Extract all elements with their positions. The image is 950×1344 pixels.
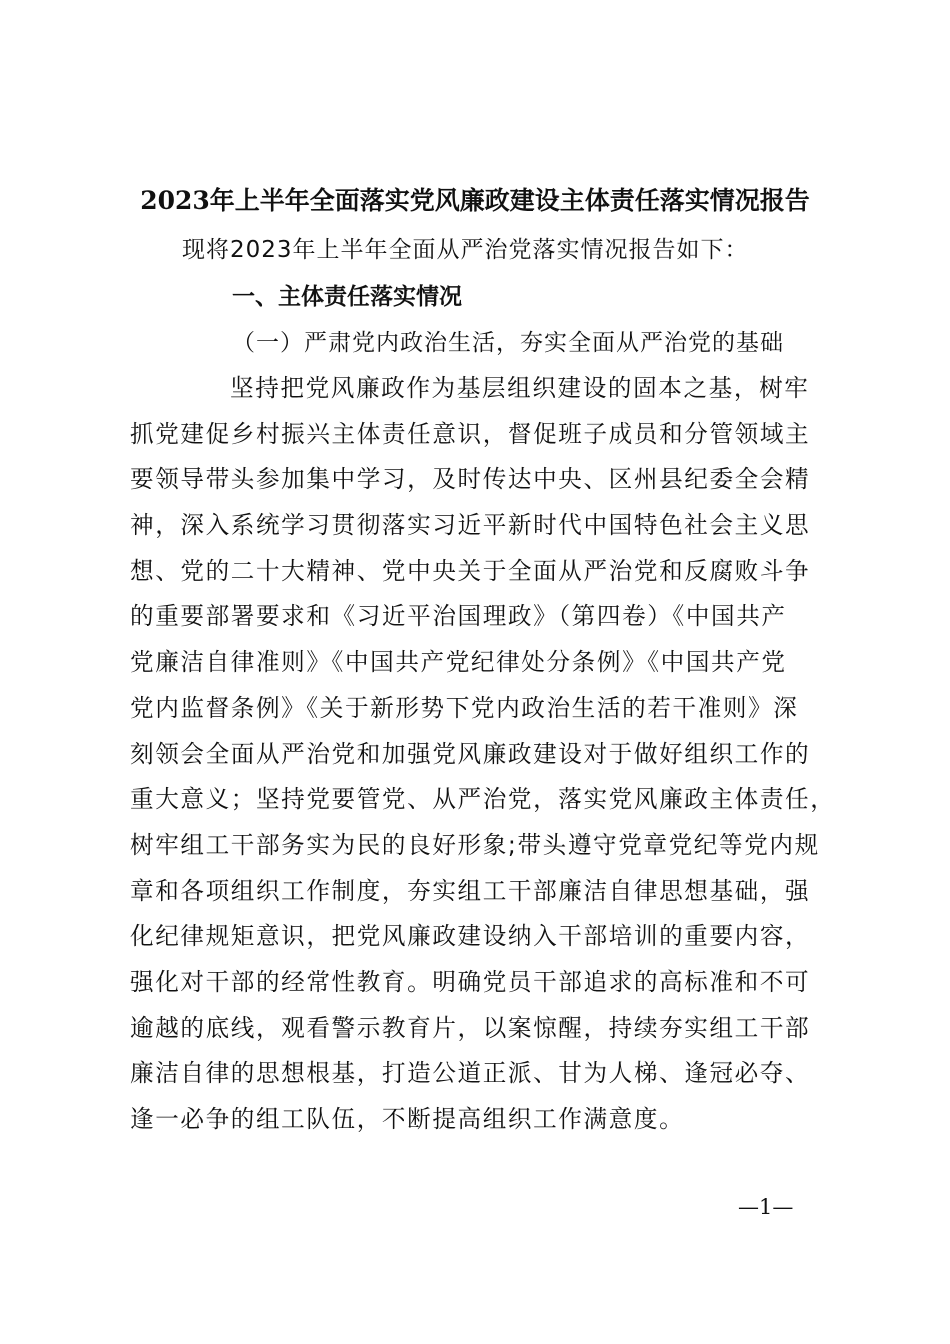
body-line: 党内监督条例》《关于新形势下党内政治生活的若干准则》深 (130, 693, 799, 722)
body-line: 重大意义；坚持党要管党、从严治党，落实党风廉政主体责任， (130, 785, 836, 814)
body-line: 党廉洁自律准则》《中国共产党纪律处分条例》《中国共产党 (130, 648, 787, 677)
document-title: 2023年上半年全面落实党风廉政建设主体责任落实情况报告 (140, 186, 810, 215)
body-line: 廉洁自律的思想根基，打造公道正派、甘为人梯、逢冠必夺、 (130, 1059, 811, 1088)
body-line: 逢一必争的组工队伍，不断提高组织工作满意度。 (130, 1105, 685, 1133)
body-line: 想、党的二十大精神、党中央关于全面从严治党和反腐败斗争 (130, 556, 811, 585)
body-line: 化纪律规矩意识，把党风廉政建设纳入干部培训的重要内容， (130, 922, 811, 951)
body-line: 要领导带头参加集中学习，及时传达中央、区州县纪委全会精 (130, 465, 811, 494)
body-line: 逾越的底线，观看警示教育片，以案惊醒，持续夯实组工干部 (130, 1013, 811, 1042)
sub-heading: （一）严肃党内政治生活，夯实全面从严治党的基础 (232, 330, 784, 356)
body-line: 树牢组工干部务实为民的良好形象;带头遵守党章党纪等党内规 (130, 830, 820, 859)
body-line: 刻领会全面从严治党和加强党风廉政建设对于做好组织工作的 (130, 739, 811, 768)
body-line: 强化对干部的经常性教育。明确党员干部追求的高标准和不可 (130, 967, 811, 996)
body-line: 章和各项组织工作制度，夯实组工干部廉洁自律思想基础，强 (130, 876, 811, 905)
page-number: —1— (738, 1195, 794, 1219)
body-line: 神，深入系统学习贯彻落实习近平新时代中国特色社会主义思 (130, 511, 811, 540)
body-paragraph (130, 366, 836, 1143)
body-line: 坚持把党风廉政作为基层组织建设的固本之基，树牢 (230, 374, 810, 402)
intro-paragraph: 现将2023年上半年全面从严治党落实情况报告如下： (182, 237, 749, 263)
body-line: 的重要部署要求和《习近平治国理政》（第四卷）《中国共产 (130, 602, 787, 631)
body-line: 抓党建促乡村振兴主体责任意识，督促班子成员和分管领域主 (130, 419, 811, 448)
section-heading: 一、主体责任落实情况 (232, 284, 462, 310)
